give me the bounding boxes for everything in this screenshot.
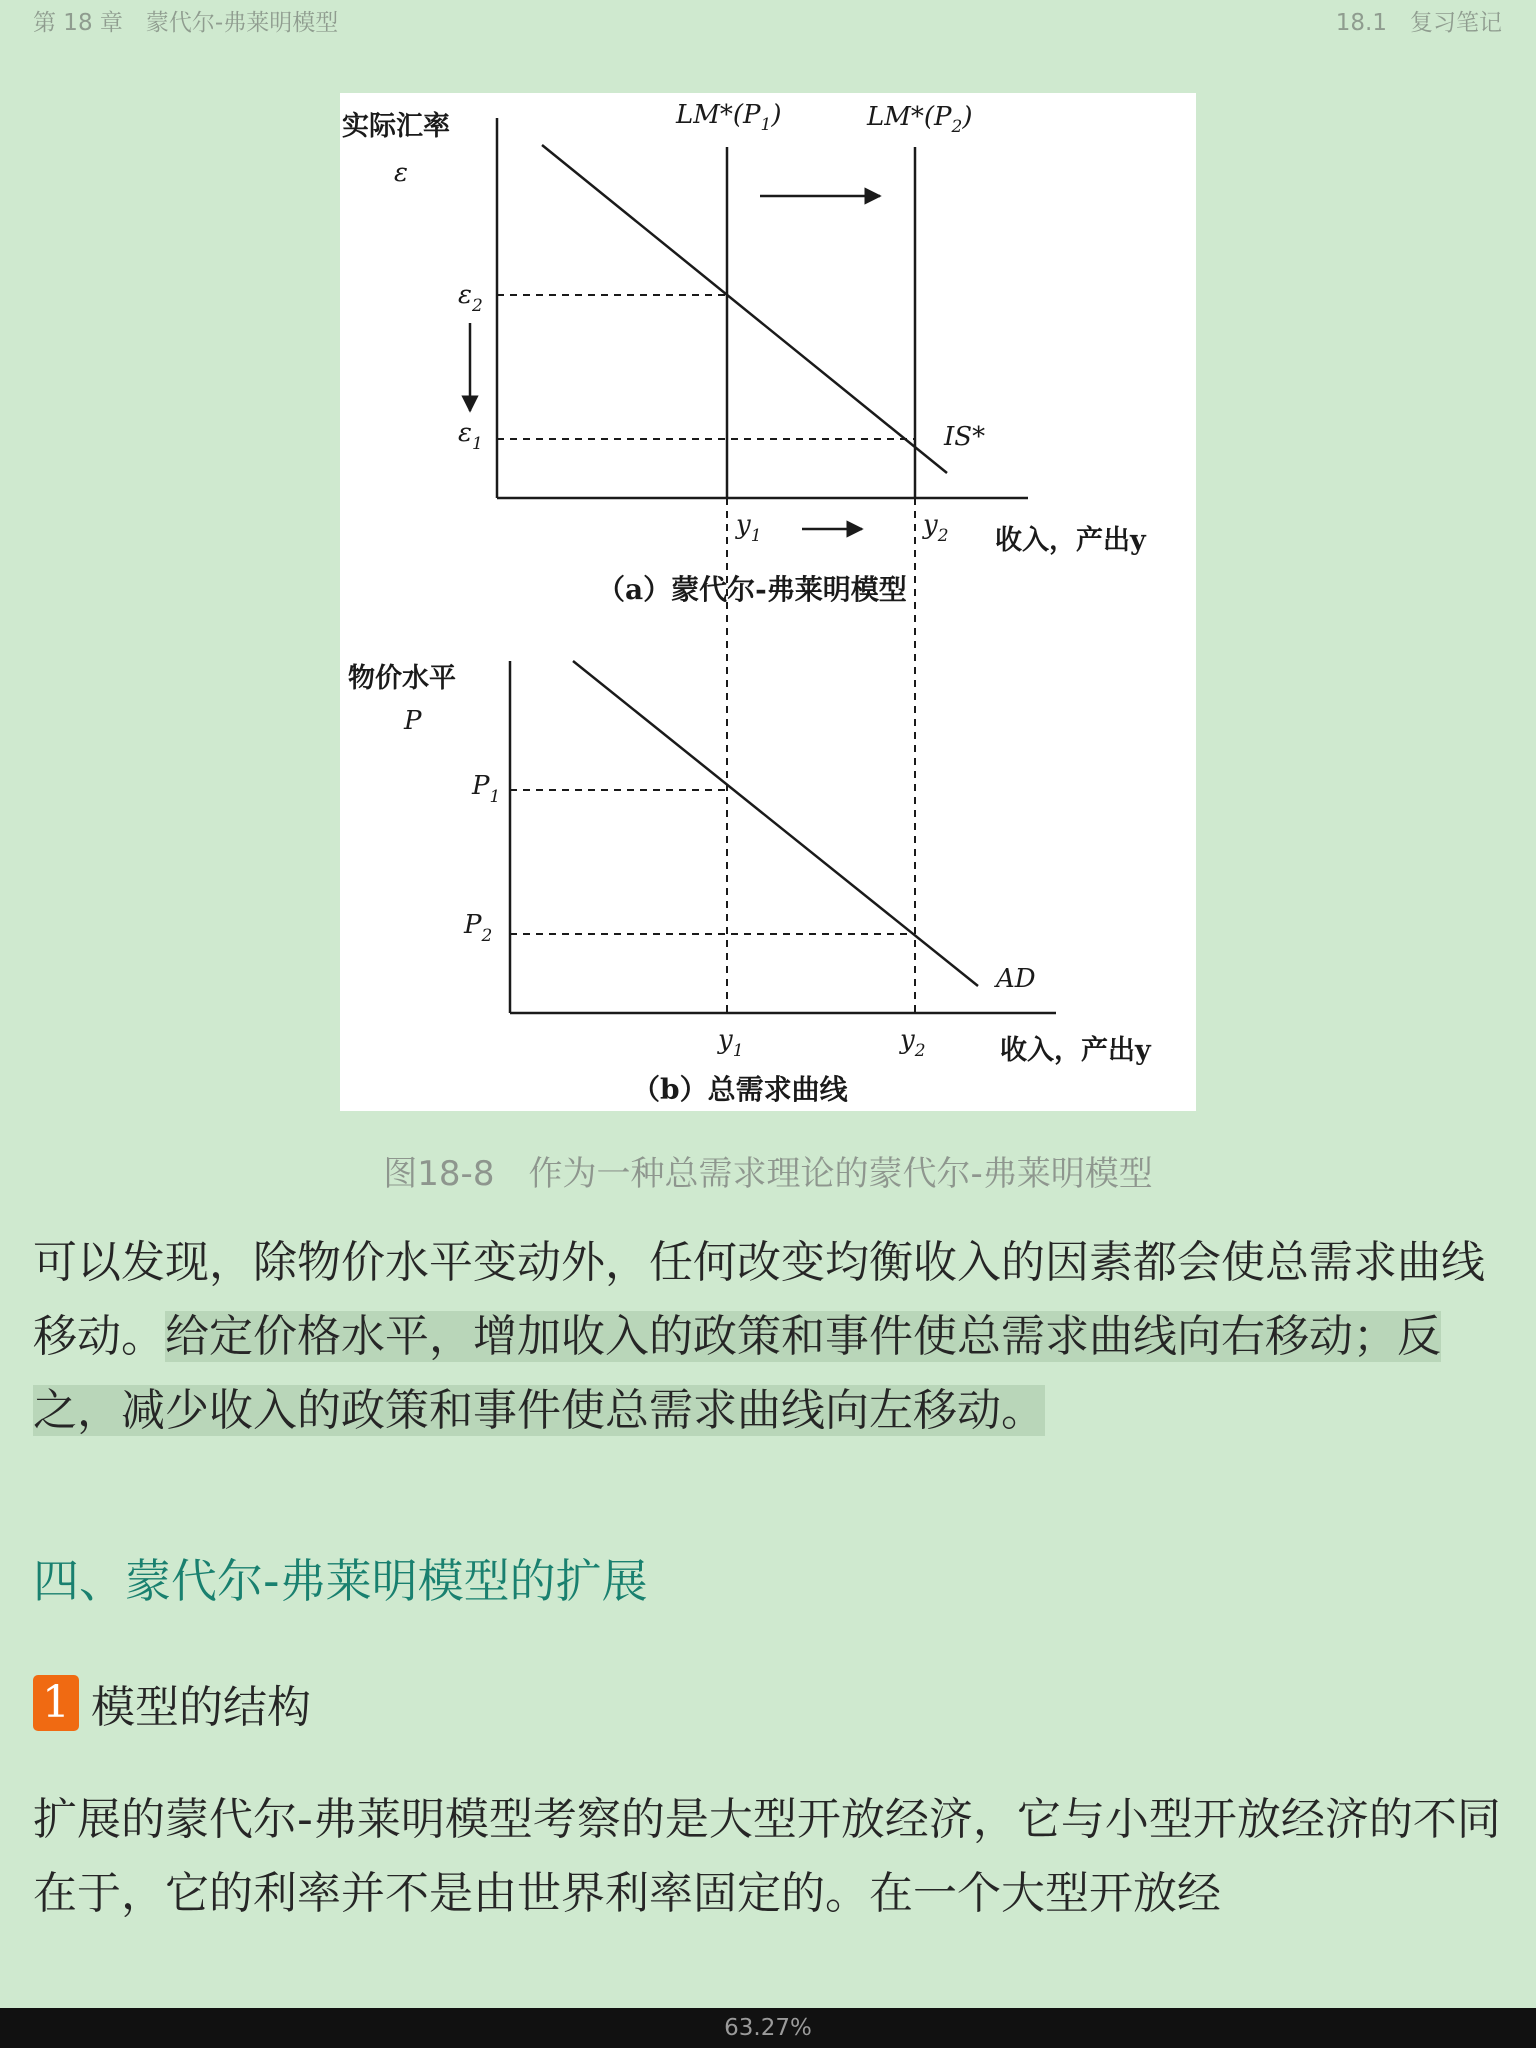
subsection-heading — [33, 1671, 311, 1735]
is-curve — [542, 145, 947, 473]
lm-p1-label: $LM*(P_1)$ — [676, 100, 782, 135]
subsection-title: 模型的结构 — [91, 1682, 311, 1733]
section-heading: 四、蒙代尔-弗莱明模型的扩展 — [33, 1554, 648, 1608]
panel-b — [348, 661, 1152, 1106]
paragraph-plain-text: 可以发现，除物价水平变动外，任何改变均衡收入的因素都会使总需求曲线移动。 — [33, 1237, 1485, 1362]
panel-b-y2-label: $y_2$ — [900, 1025, 926, 1061]
panel-a-y-axis-symbol: ε — [394, 158, 408, 188]
paragraph-ad-shift — [33, 1226, 1505, 1448]
reading-progress-percent: 63.27% — [724, 2015, 812, 2041]
lm-p2-label: $LM*(P_2)$ — [867, 102, 973, 137]
ad-label: AD — [996, 964, 1036, 994]
eps1-label: $\varepsilon_1$ — [458, 418, 483, 454]
eps2-label: $\varepsilon_2$ — [458, 280, 483, 316]
reading-progress-bar — [0, 2008, 1536, 2048]
panel-a — [342, 100, 1147, 606]
panel-a-y2-label: $y_2$ — [923, 510, 949, 546]
panel-a-subcaption: （a）蒙代尔-弗莱明模型 — [597, 573, 907, 606]
panel-b-x-axis-title: 收入，产出y — [1000, 1035, 1151, 1066]
running-header-chapter: 第 18 章 蒙代尔-弗莱明模型 — [33, 10, 339, 36]
p2-label: $P_2$ — [464, 910, 493, 946]
running-header-section: 18.1 复习笔记 — [1335, 10, 1502, 36]
panel-a-y1-label: $y_1$ — [736, 510, 762, 546]
panel-a-y-axis-title: 实际汇率 — [342, 111, 450, 142]
panel-b-y-axis-symbol: P — [404, 706, 422, 736]
is-label: IS* — [944, 422, 986, 452]
panel-b-subcaption: （b）总需求曲线 — [632, 1073, 848, 1106]
subsection-number-badge: 1 — [33, 1675, 79, 1731]
p1-label: $P_1$ — [472, 771, 501, 807]
panel-a-x-axis-title: 收入，产出y — [995, 525, 1146, 556]
panel-b-y-axis-title: 物价水平 — [348, 663, 456, 694]
figure-18-8 — [340, 93, 1196, 1111]
paragraph-large-open-economy: 扩展的蒙代尔-弗莱明模型考察的是大型开放经济，它与小型开放经济的不同在于，它的利率并不是由世界利率固定的。在一个大型开放经 — [33, 1794, 1501, 1919]
highlighted-text[interactable]: 给定价格水平，增加收入的政策和事件使总需求曲线向右移动；反之，减少收入的政策和事件使总需求曲线向左移动。 — [33, 1311, 1441, 1436]
figure-svg — [340, 93, 1196, 1111]
figure-caption: 图18-8 作为一种总需求理论的蒙代尔-弗莱明模型 — [383, 1154, 1153, 1194]
panel-b-y1-label: $y_1$ — [718, 1025, 744, 1061]
ad-curve — [573, 661, 978, 986]
